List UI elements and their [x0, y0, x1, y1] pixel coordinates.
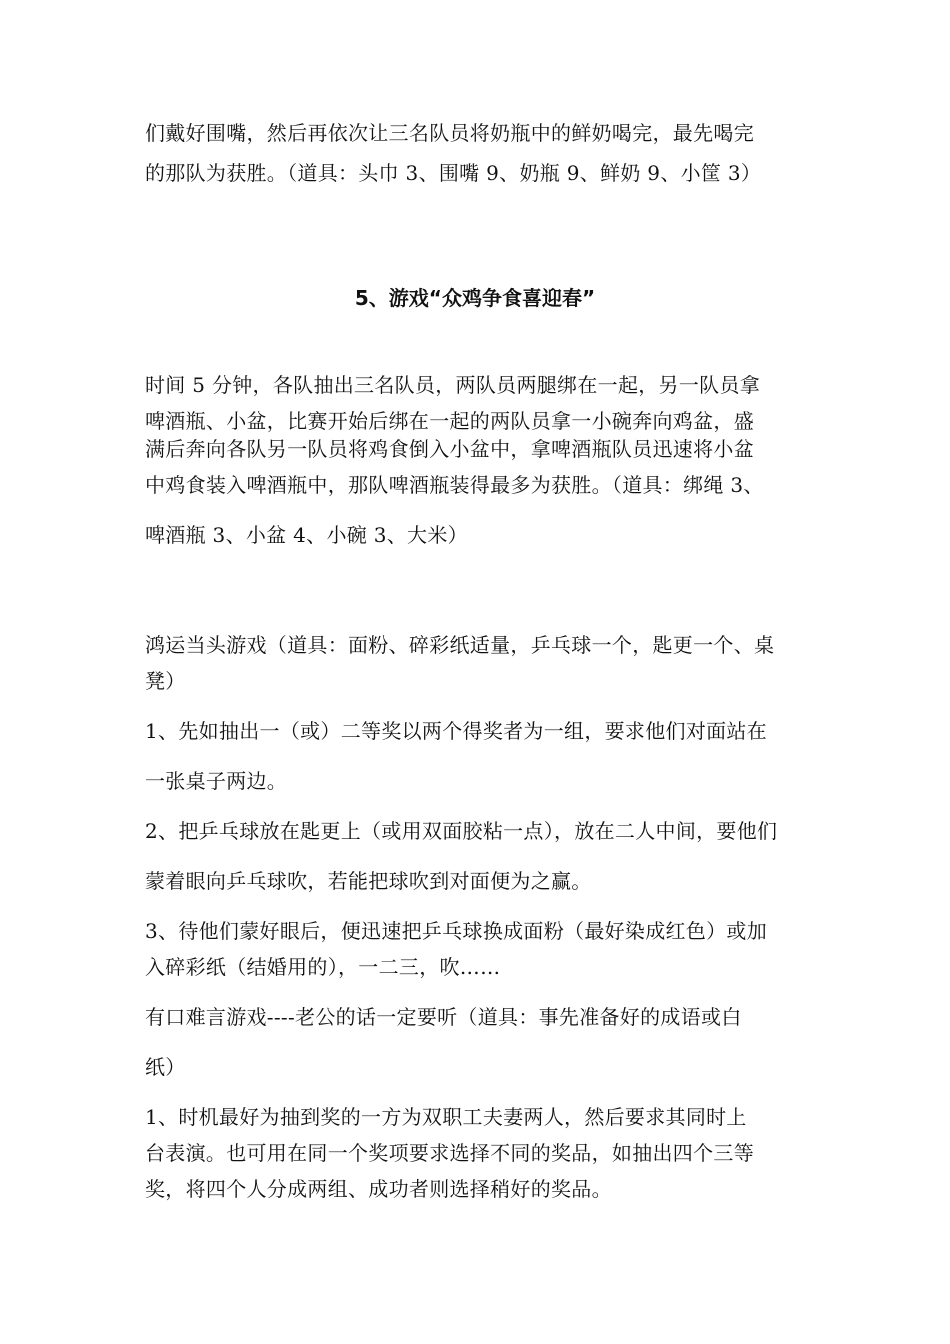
list-item: 2、把乒乓球放在匙更上（或用双面胶粘一点），放在二人中间，要他们 [145, 819, 778, 843]
list-item: 3、待他们蒙好眼后，便迅速把乒乓球换成面粉（最好染成红色）或加 [145, 919, 768, 943]
list-item: 奖，将四个人分成两组、成功者则选择稍好的奖品。 [145, 1177, 612, 1201]
paragraph-line: 中鸡食装入啤酒瓶中，那队啤酒瓶装得最多为获胜。（道具：绑绳 3、 [145, 473, 764, 497]
list-item: 台表演。也可用在同一个奖项要求选择不同的奖品，如抽出四个三等 [145, 1141, 754, 1165]
list-item: 1、时机最好为抽到奖的一方为双职工夫妻两人，然后要求其同时上 [145, 1105, 747, 1129]
paragraph-line: 啤酒瓶、小盆，比赛开始后绑在一起的两队员拿一小碗奔向鸡盆，盛 [145, 409, 754, 433]
list-item: 1、先如抽出一（或）二等奖以两个得奖者为一组，要求他们对面站在 [145, 719, 768, 743]
paragraph-line: 的那队为获胜。（道具：头巾 3、围嘴 9、奶瓶 9、鲜奶 9、小筐 3） [145, 161, 762, 185]
paragraph-line: 时间 5 分钟，各队抽出三名队员，两队员两腿绑在一起，另一队员拿 [145, 373, 761, 397]
paragraph-line: 纸） [145, 1055, 186, 1079]
paragraph-line: 凳） [145, 669, 186, 693]
paragraph-line: 有口难言游戏----老公的话一定要听（道具：事先准备好的成语或白 [145, 1005, 742, 1029]
list-item: 蒙着眼向乒乓球吹，若能把球吹到对面便为之赢。 [145, 869, 592, 893]
list-item: 入碎彩纸（结婚用的），一二三，吹…… [145, 955, 501, 979]
paragraph-line: 们戴好围嘴，然后再依次让三名队员将奶瓶中的鲜奶喝完，最先喝完 [145, 121, 754, 145]
paragraph-line: 满后奔向各队另一队员将鸡食倒入小盆中，拿啤酒瓶队员迅速将小盆 [145, 437, 754, 461]
list-item: 一张桌子两边。 [145, 769, 288, 793]
paragraph-line: 啤酒瓶 3、小盆 4、小碗 3、大米） [145, 523, 468, 547]
paragraph-line: 鸿运当头游戏（道具：面粉、碎彩纸适量，乒乓球一个，匙更一个、桌 [145, 633, 775, 657]
section-heading: 5、游戏“众鸡争食喜迎春” [354, 286, 596, 310]
